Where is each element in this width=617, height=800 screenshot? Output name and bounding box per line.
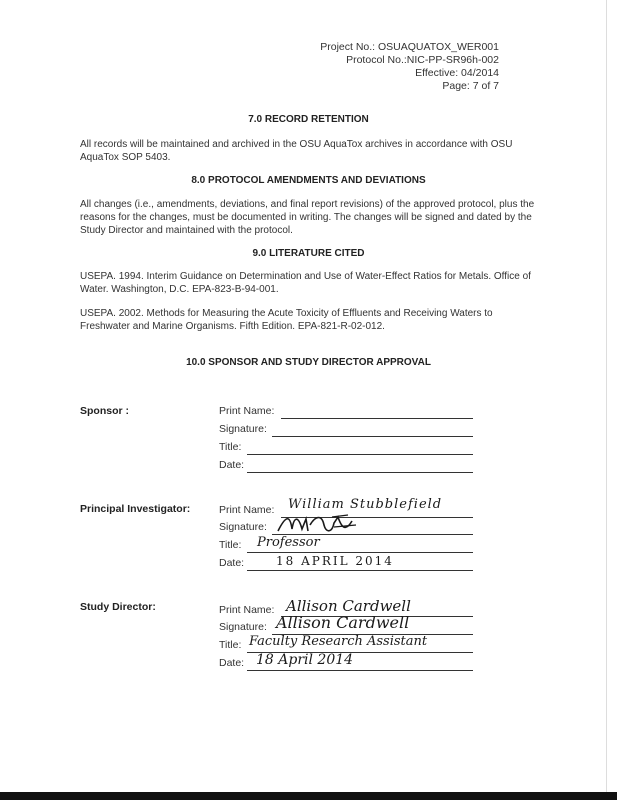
- pi-title-line: [247, 552, 473, 553]
- literature-reference-1: USEPA. 1994. Interim Guidance on Determination and Use of Water-Effect Ratios for Metals. Office of Water. Washington, D.C. EPA-823-B-94-001.: [80, 271, 531, 295]
- sponsor-title-label: Title:: [219, 441, 242, 453]
- pi-date-handwritten: 18 APRIL 2014: [276, 554, 394, 568]
- sponsor-print-name-label: Print Name:: [219, 405, 275, 417]
- effective-date: Effective: 04/2014: [415, 67, 499, 79]
- page-number: Page: 7 of 7: [442, 80, 499, 92]
- section-body-record-retention: All records will be maintained and archived in the OSU AquaTox archives in accordance with OSU AquaTox SOP 5403.: [80, 139, 513, 163]
- document-header: [320, 41, 499, 93]
- director-date-line: [247, 670, 473, 671]
- pi-title-label: Title:: [219, 539, 242, 551]
- section-body-amendments: All changes (i.e., amendments, deviations, and final report revisions) of the approved protocol, plus the reasons for the changes, must be documented in writing. The changes will be signed and dated by the Study Director and maintained with the protocol.: [80, 199, 535, 236]
- director-signature-handwritten: Allison Cardwell: [276, 613, 410, 632]
- section-heading-approval: 10.0 SPONSOR AND STUDY DIRECTOR APPROVAL: [186, 357, 431, 368]
- sponsor-signature-label: Signature:: [219, 423, 267, 435]
- director-print-name-label: Print Name:: [219, 604, 275, 616]
- sponsor-date-line: [247, 472, 473, 473]
- pi-print-name-label: Print Name:: [219, 504, 275, 516]
- protocol-number: Protocol No.:NIC-PP-SR96h-002: [346, 54, 499, 66]
- section-heading-amendments: 8.0 PROTOCOL AMENDMENTS AND DEVIATIONS: [191, 175, 426, 186]
- pi-print-name-handwritten: William Stubblefield: [288, 497, 443, 512]
- pi-date-line: [247, 570, 473, 571]
- sponsor-signature-line: [272, 436, 473, 437]
- director-signature-label: Signature:: [219, 621, 267, 633]
- study-director-label: Study Director:: [80, 601, 156, 613]
- scan-edge-right: [606, 0, 607, 792]
- director-date-label: Date:: [219, 657, 245, 669]
- pi-signature-label: Signature:: [219, 521, 267, 533]
- literature-reference-2: USEPA. 2002. Methods for Measuring the Acute Toxicity of Effluents and Receiving Waters to Freshwater and Marine Organisms. Fifth Edition. EPA-821-R-02-012.: [80, 308, 493, 332]
- sponsor-label: Sponsor :: [80, 405, 129, 417]
- director-title-label: Title:: [219, 639, 242, 651]
- project-number: Project No.: OSUAQUATOX_WER001: [320, 41, 499, 53]
- sponsor-title-line: [247, 454, 473, 455]
- pi-label: Principal Investigator:: [80, 503, 191, 515]
- pi-title-handwritten: Professor: [257, 535, 320, 550]
- sponsor-date-label: Date:: [219, 459, 245, 471]
- section-heading-literature: 9.0 LITERATURE CITED: [252, 248, 365, 259]
- director-print-name-handwritten: Allison Cardwell: [286, 597, 411, 615]
- section-heading-record-retention: 7.0 RECORD RETENTION: [248, 114, 369, 125]
- director-title-handwritten: Faculty Research Assistant: [249, 634, 428, 649]
- director-date-handwritten: 18 April 2014: [256, 652, 354, 668]
- scan-edge-bottom: [0, 792, 617, 800]
- pi-date-label: Date:: [219, 557, 245, 569]
- sponsor-print-name-line: [281, 418, 473, 419]
